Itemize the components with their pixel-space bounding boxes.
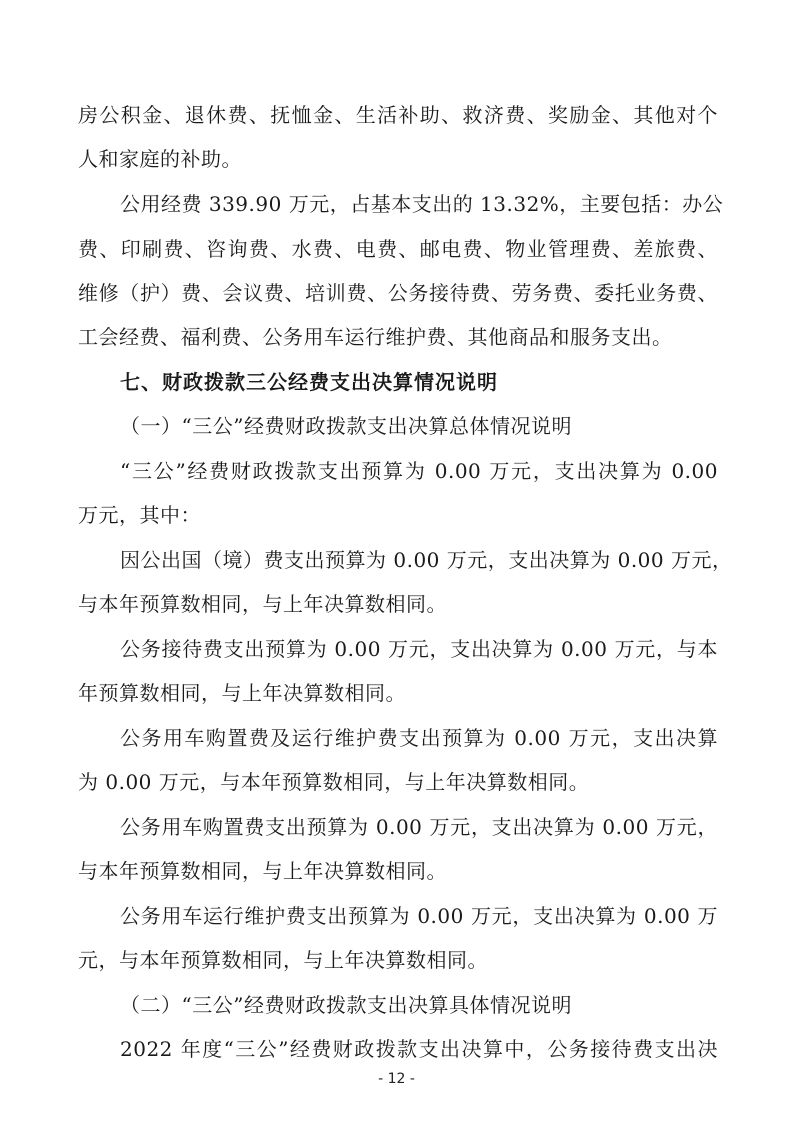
subsection-heading: （一）“三公”经费财政拨款支出决算总体情况说明 xyxy=(120,414,572,438)
paragraph-line: 为 0.00 万元，与本年预算数相同，与上年决算数相同。 xyxy=(78,770,590,794)
paragraph-line: 与本年预算数相同，与上年决算数相同。 xyxy=(78,859,447,883)
paragraph-line: 因公出国（境）费支出预算为 0.00 万元，支出决算为 0.00 万元， xyxy=(120,548,733,572)
page-number: - 12 - xyxy=(378,1071,415,1087)
section-heading: 七、财政拨款三公经费支出决算情况说明 xyxy=(120,370,498,394)
paragraph-line: 公用经费 339.90 万元，占基本支出的 13.32%，主要包括：办公 xyxy=(120,192,724,216)
paragraph-line: 房公积金、退休费、抚恤金、生活补助、救济费、奖励金、其他对个 xyxy=(78,103,718,127)
paragraph-line: 公务用车购置费支出预算为 0.00 万元，支出决算为 0.00 万元， xyxy=(120,815,718,839)
paragraph-line: 2022 年度“三公”经费财政拨款支出决算中，公务接待费支出决 xyxy=(120,1037,718,1061)
paragraph-line: 维修（护）费、会议费、培训费、公务接待费、劳务费、委托业务费、 xyxy=(78,281,718,305)
paragraph-line: 万元，其中： xyxy=(78,503,201,527)
paragraph-line: 费、印刷费、咨询费、水费、电费、邮电费、物业管理费、差旅费、 xyxy=(78,237,718,261)
paragraph-line: 工会经费、福利费、公务用车运行维护费、其他商品和服务支出。 xyxy=(78,325,673,349)
paragraph-line: 公务用车运行维护费支出预算为 0.00 万元，支出决算为 0.00 万 xyxy=(120,904,718,928)
paragraph-line: 公务接待费支出预算为 0.00 万元，支出决算为 0.00 万元，与本 xyxy=(120,637,718,661)
paragraph-line: 人和家庭的补助。 xyxy=(78,147,242,171)
paragraph-line: 年预算数相同，与上年决算数相同。 xyxy=(78,681,406,705)
paragraph-line: “三公”经费财政拨款支出预算为 0.00 万元，支出决算为 0.00 xyxy=(120,459,718,483)
paragraph-line: 与本年预算数相同，与上年决算数相同。 xyxy=(78,592,447,616)
paragraph-line: 元，与本年预算数相同，与上年决算数相同。 xyxy=(78,948,488,972)
subsection-heading: （二）“三公”经费财政拨款支出决算具体情况说明 xyxy=(120,993,572,1017)
paragraph-line: 公务用车购置费及运行维护费支出预算为 0.00 万元，支出决算 xyxy=(120,726,718,750)
